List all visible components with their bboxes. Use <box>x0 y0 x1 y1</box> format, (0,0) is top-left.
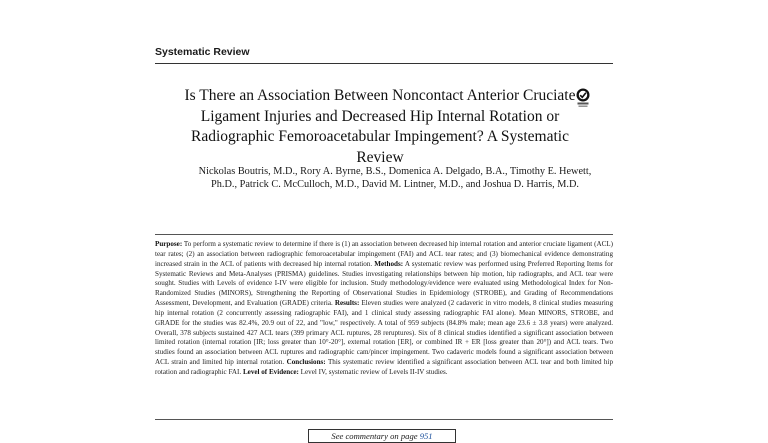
level-of-evidence-label: Level of Evidence: <box>242 367 299 376</box>
purpose-text: To perform a systematic review to determine if there is (1) an association between decreased hip internal rotation and anterior cruciate ligament (ACL) tear rates; (2) an association between radiographic femoroacetabular impingement (FAI) and ACL tear rates; and (3) biomechanical evidence demonstrating increased strain in the ACL of patients with decreased hip internal rotation. <box>155 240 613 268</box>
commentary-page-link[interactable]: 951 <box>419 431 433 441</box>
abstract-top-rule <box>155 234 613 235</box>
level-of-evidence-text: Level IV, systematic review of Levels II-IV studies. <box>298 367 448 376</box>
crossmark-label-bar <box>578 103 589 105</box>
methods-text: A systematic review was performed using Preferred Reporting Items for Systematic Reviews and Meta-Analyses (PRISMA) guidelines. Studies investigating relationships between hip motion, hip radiographs, and ACL tear were sought. Studies with Levels of evidence I-IV were eligible for inclusion. Study methodology/evidence were evaluated using Methodological Index for Non-Randomized Studies (MINORS), Strengthening the Reporting of Observational Studies in Epidemiology (STROBE), and Grading of Recommendations Assessment, Development, and Evaluation (GRADE) criteria. <box>155 259 613 308</box>
conclusions-label: Conclusions: <box>286 358 326 367</box>
results-label: Results: <box>334 299 360 308</box>
purpose-label: Purpose: <box>155 240 183 248</box>
abstract-bottom-rule <box>155 419 613 420</box>
commentary-text: See commentary on page <box>331 431 420 441</box>
conclusions-text: This systematic review identified a significant association between ACL tear and both limited hip rotation and radiographic FAI. <box>155 358 613 376</box>
crossmark-label-bar-2 <box>579 106 588 107</box>
article-title: Is There an Association Between Noncontact Anterior Cruciate Ligament Injuries and Decreased Hip Internal Rotation or Radiographic Femoroacetabular Impingement? A Systematic Review <box>184 87 576 166</box>
authors-list: Nickolas Boutris, M.D., Rory A. Byrne, B.S., Domenica A. Delgado, B.A., Timothy E. Hewett, Ph.D., Patrick C. McCulloch, M.D., David M. Lintner, M.D., and Joshua D. Harris, M.D. <box>198 166 592 190</box>
abstract <box>155 240 613 378</box>
section-label: Systematic Review <box>155 46 250 58</box>
methods-label: Methods: <box>374 259 404 268</box>
crossmark-icon[interactable] <box>575 87 591 109</box>
top-rule <box>155 63 613 64</box>
results-text: Eleven studies were analyzed (2 cadaveric in vitro models, 8 clinical studies measuring hip internal rotation (2 concurrently assessing radiographic FAI), and 1 clinical study assessing radiographic FAI alone). Mean MINORS, STROBE, and GRADE for the studies was 82.4%, 20.9 out of 22, and "low," respectively. A total of 959 subjects (84.8% male; mean age 23.6 ± 3.8 years) were analyzed. Overall, 378 subjects sustained 427 ACL tears (399 primary ACL ruptures, 28 reruptures). Six of 8 clinical studies identified a significant association between limited rotation (internal rotation [IR; loss greater than 10°-20°], external rotation [ER], or combined IR + ER [loss greater than 20°]) and ACL tears. Two studies found an association between ACL ruptures and radiographic cam/pincer impingement. Two cadaveric models found a significant association between ACL strain and limited hip internal rotation. <box>155 299 613 367</box>
